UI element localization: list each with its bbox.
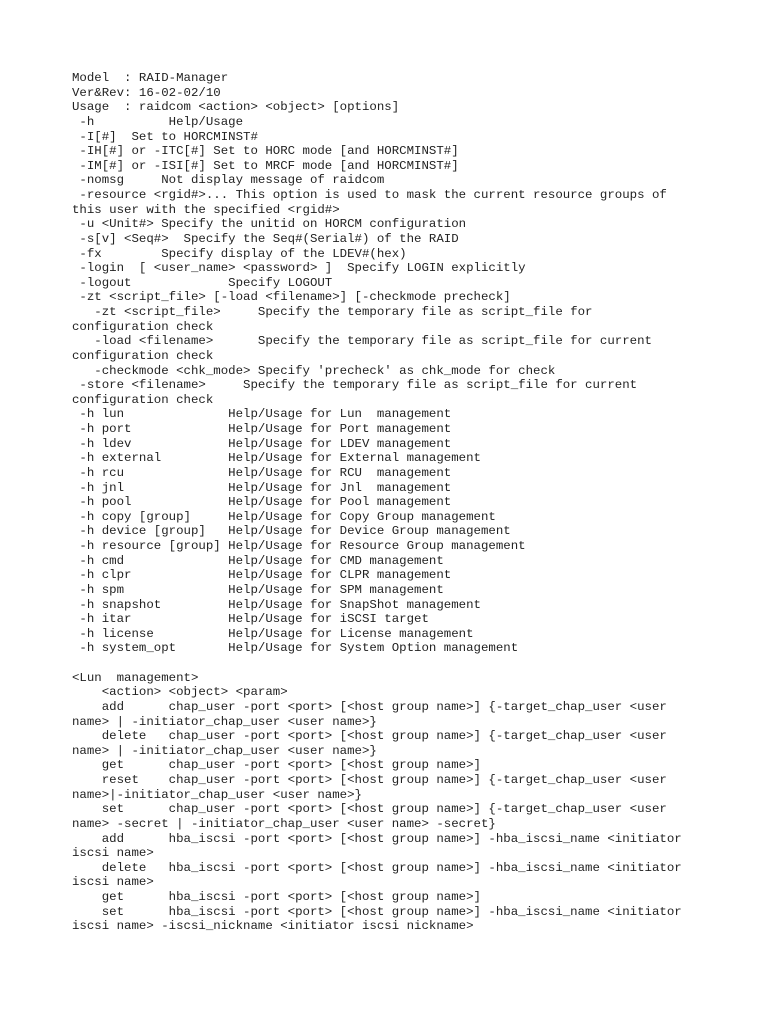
text-line: delete hba_iscsi -port <port> [<host group name>] -hba_iscsi_name <initiator — [72, 860, 682, 875]
text-line: -h license Help/Usage for License management — [72, 626, 474, 641]
text-line: -I[#] Set to HORCMINST# — [72, 129, 258, 144]
text-line: -resource <rgid#>... This option is used to mask the current resource groups of — [72, 188, 667, 202]
text-line: -h resource [group] Help/Usage for Resource Group management — [72, 539, 526, 553]
text-line: -store <filename> Specify the temporary file as script_file for current — [72, 378, 638, 393]
text-line — [72, 656, 712, 671]
text-line: -checkmode <chk_mode> Specify 'precheck' as chk_mode for check — [72, 363, 556, 378]
text-line: -h ldev Help/Usage for LDEV management — [72, 436, 452, 451]
text-line: get hba_iscsi -port <port> [<host group name>] — [72, 890, 481, 904]
text-line: iscsi name> — [72, 875, 154, 890]
text-line: set chap_user -port <port> [<host group name>] {-target_chap_user <user — [72, 802, 667, 817]
text-line: -h snapshot Help/Usage for SnapShot management — [72, 597, 481, 612]
text-line: set hba_iscsi -port <port> [<host group name>] -hba_iscsi_name <initiator — [72, 904, 682, 919]
text-line: Ver&Rev: 16-02-02/10 — [72, 85, 221, 100]
text-line: -h system_opt Help/Usage for System Option management — [72, 641, 519, 656]
text-line: Model : RAID-Manager — [72, 71, 229, 85]
text-line: configuration check — [72, 319, 214, 334]
text-line: configuration check — [72, 348, 214, 363]
text-line: -zt <script_file> Specify the temporary file as script_file for — [72, 305, 593, 319]
text-line: -h jnl Help/Usage for Jnl management — [72, 480, 452, 495]
text-line: -h rcu Help/Usage for RCU management — [72, 465, 452, 480]
text-line: <Lun management> — [72, 670, 199, 685]
text-line: -zt <script_file> [-load <filename>] [-checkmode precheck] — [72, 290, 511, 305]
text-line: -s[v] <Seq#> Specify the Seq#(Serial#) of the RAID — [72, 231, 459, 246]
text-line: name> | -initiator_chap_user <user name>} — [72, 743, 377, 758]
text-line: -load <filename> Specify the temporary file as script_file for current — [72, 334, 652, 349]
text-line: -h pool Help/Usage for Pool management — [72, 495, 452, 510]
text-line: -h cmd Help/Usage for CMD management — [72, 553, 444, 568]
text-line: get chap_user -port <port> [<host group name>] — [72, 758, 481, 773]
text-line: add chap_user -port <port> [<host group name>] {-target_chap_user <user — [72, 699, 667, 714]
text-line: -logout Specify LOGOUT — [72, 275, 333, 290]
raidcom-usage-text — [72, 71, 712, 934]
text-line: -h external Help/Usage for External management — [72, 451, 481, 466]
text-line: -h lun Help/Usage for Lun management — [72, 407, 452, 422]
text-line: -nomsg Not display message of raidcom — [72, 173, 385, 188]
text-line: reset chap_user -port <port> [<host group name>] {-target_chap_user <user — [72, 773, 667, 787]
text-line: Usage : raidcom <action> <object> [options] — [72, 100, 400, 115]
text-line: name>|-initiator_chap_user <user name>} — [72, 787, 362, 802]
text-line: -h itar Help/Usage for iSCSI target — [72, 612, 429, 627]
text-line: <action> <object> <param> — [72, 685, 288, 700]
text-line: iscsi name> — [72, 846, 154, 861]
text-line: -IM[#] or -ISI[#] Set to MRCF mode [and HORCMINST#] — [72, 158, 459, 173]
text-line: name> | -initiator_chap_user <user name>} — [72, 714, 377, 729]
text-line: -login [ <user_name> <password> ] Specify LOGIN explicitly — [72, 261, 526, 276]
text-line: add hba_iscsi -port <port> [<host group name>] -hba_iscsi_name <initiator — [72, 831, 682, 846]
text-line: iscsi name> -iscsi_nickname <initiator iscsi nickname> — [72, 919, 474, 934]
text-line: -h clpr Help/Usage for CLPR management — [72, 568, 452, 583]
text-line: -u <Unit#> Specify the unitid on HORCM configuration — [72, 217, 467, 232]
text-line: configuration check — [72, 392, 214, 407]
text-line: -IH[#] or -ITC[#] Set to HORC mode [and HORCMINST#] — [72, 144, 459, 159]
text-line: this user with the specified <rgid#> — [72, 202, 340, 217]
text-line: -h copy [group] Help/Usage for Copy Group management — [72, 509, 496, 524]
text-line: -fx Specify display of the LDEV#(hex) — [72, 246, 407, 261]
text-line: -h device [group] Help/Usage for Device Group management — [72, 524, 511, 539]
text-line: -h spm Help/Usage for SPM management — [72, 582, 444, 597]
text-line: delete chap_user -port <port> [<host group name>] {-target_chap_user <user — [72, 729, 667, 744]
text-line: name> -secret | -initiator_chap_user <user name> -secret} — [72, 816, 496, 831]
text-line: -h Help/Usage — [72, 114, 244, 129]
text-line: -h port Help/Usage for Port management — [72, 422, 452, 436]
